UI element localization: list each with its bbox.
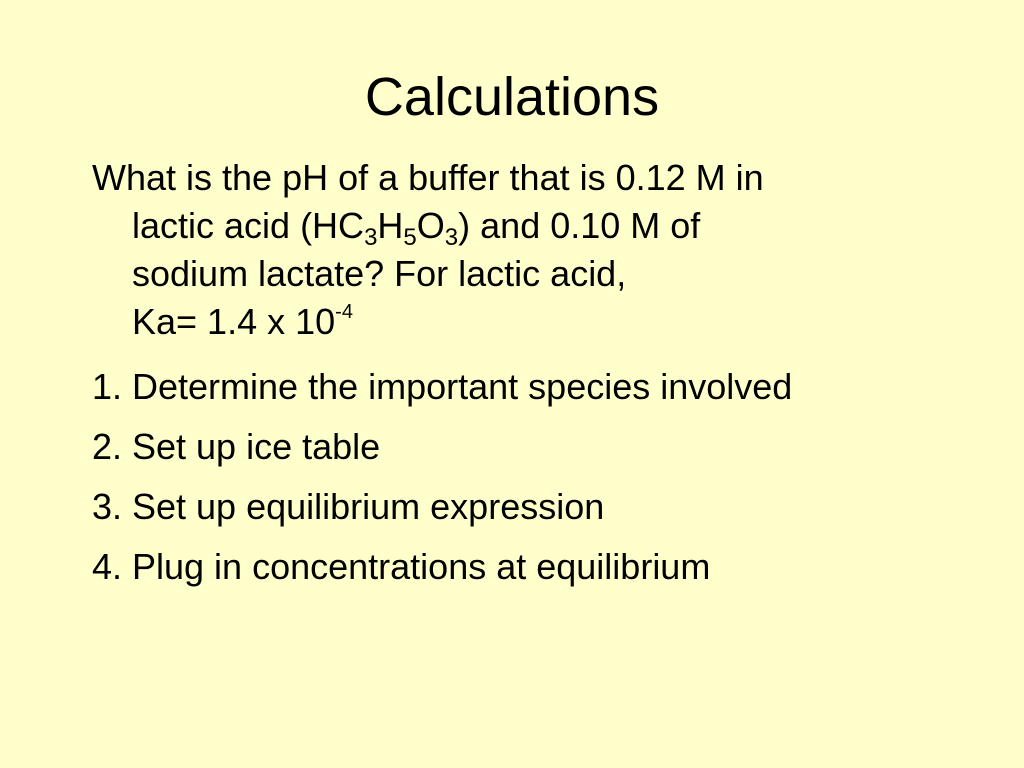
subscript-oxygen: 3 xyxy=(444,224,459,251)
step-text: Determine the important species involved xyxy=(132,366,793,407)
slide-title: Calculations xyxy=(364,67,660,127)
oxygen-symbol: O xyxy=(416,205,445,246)
question-line-2-suffix: ) and 0.10 M of xyxy=(458,205,701,246)
ka-base: Ka= 1.4 x 10 xyxy=(132,301,336,342)
list-item xyxy=(92,544,982,590)
step-text: Plug in concentrations at equilibrium xyxy=(132,546,711,587)
ka-exponent: -4 xyxy=(335,301,353,323)
question-line-2 xyxy=(92,202,982,250)
step-number: 2. xyxy=(92,426,123,467)
question-text xyxy=(92,154,982,346)
ka-value xyxy=(92,298,982,346)
steps-list xyxy=(92,364,982,604)
step-number: 4. xyxy=(92,546,123,587)
step-text: Set up equilibrium expression xyxy=(132,486,605,527)
list-item xyxy=(92,424,982,470)
hydrogen-symbol: H xyxy=(377,205,404,246)
list-item xyxy=(92,484,982,530)
question-line-2-prefix: lactic acid (HC xyxy=(132,205,365,246)
subscript-hydrogen: 5 xyxy=(403,224,417,251)
step-number: 1. xyxy=(92,366,123,407)
subscript-carbon: 3 xyxy=(364,224,378,251)
slide-body xyxy=(92,154,982,587)
step-number: 3. xyxy=(92,486,123,527)
question-line-1: What is the pH of a buffer that is 0.12 M in xyxy=(92,157,764,198)
step-text: Set up ice table xyxy=(132,426,381,467)
question-line-3: sodium lactate? For lactic acid, xyxy=(132,253,627,294)
list-item xyxy=(92,364,982,410)
